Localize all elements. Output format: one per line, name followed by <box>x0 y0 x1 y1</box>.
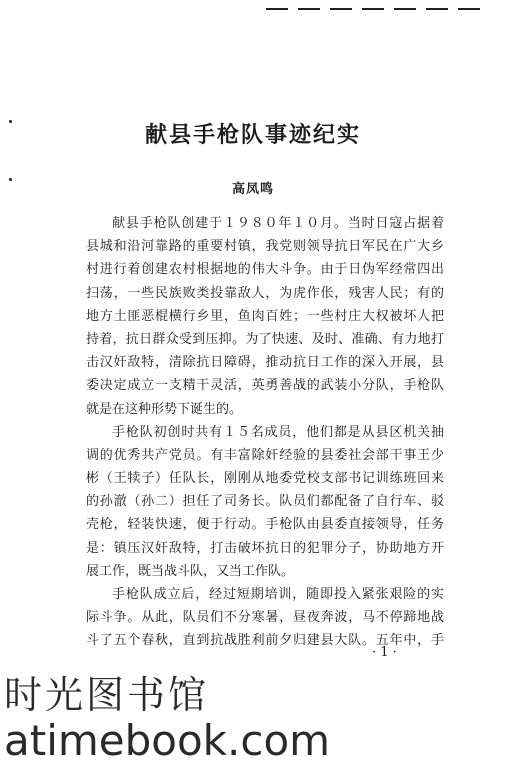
body-line: 手枪队成立后，经过短期培训，随即投入紧张艰险的实 <box>112 587 444 602</box>
body-line: 壳枪，轻装快速，便于行动。手枪队由县委直接领导，任务 <box>86 517 444 533</box>
watermark-name: 时光图书馆 <box>4 673 210 717</box>
header-rule <box>458 8 480 10</box>
body-line: 地方土匪恶棍横行乡里，鱼肉百姓；一些村庄大权被坏人把 <box>86 308 444 324</box>
body-line: 县城和沿河靠路的重要村镇，我党则领导抗日军民在广大乡 <box>86 239 444 255</box>
body-line: 调的优秀共产党员。有丰富除奸经验的县委社会部干事王少 <box>86 447 444 463</box>
article-title: 献县手枪队事迹纪实 <box>144 122 361 148</box>
body-line: 委决定成立一支精干灵活，英勇善战的武装小分队，手枪队 <box>86 378 444 394</box>
body-line: 就是在这种形势下诞生的。 <box>86 401 243 417</box>
body-line: 扫荡，一些民族败类投靠敌人，为虎作伥，残害人民；有的 <box>86 285 444 301</box>
header-rule <box>362 8 384 10</box>
header-rule <box>266 8 288 10</box>
header-rule <box>298 8 320 10</box>
header-rule <box>426 8 448 10</box>
watermark-url: atimebook.com <box>4 716 331 765</box>
page-number: · 1 · <box>372 645 397 660</box>
body-line: 持着，抗日群众受到压抑。为了快速、及时、准确、有力地打 <box>86 331 444 347</box>
body-line: 手枪队初创时共有１５名成员，他们都是从县区机关抽 <box>112 424 444 440</box>
body-line: 展工作，既当战斗队，又当工作队。 <box>86 563 295 579</box>
body-line: 是：镇压汉奸敌特，打击破坏抗日的犯罪分子，协助地方开 <box>86 540 444 556</box>
header-rule <box>330 8 352 10</box>
body-line: 的孙澈（孙二）担任了司务长。队员们都配备了自行车、驳 <box>86 494 444 510</box>
article-body <box>86 212 444 653</box>
body-line: 村进行着创建农村根据地的伟大斗争。由于日伪军经常四出 <box>86 262 444 278</box>
body-line: 彬（王犊子）任队长，刚刚从地委党校支部书记训练班回来 <box>86 471 444 487</box>
body-line: 际斗争。从此，队员们不分寒暑，昼夜奔波，马不停蹄地战 <box>86 610 444 626</box>
body-line: 献县手枪队创建于１９８０年１０月。当时日寇占据着 <box>112 216 444 231</box>
body-line: 击汉奸敌特，清除抗日障碍，推动抗日工作的深入开展，县 <box>86 355 444 371</box>
body-line: 斗了五个春秋，直到抗战胜利前夕归建县大队。五年中，手 <box>86 633 444 649</box>
watermark <box>0 664 506 768</box>
header-rule <box>394 8 416 10</box>
article-author: 高凤鸣 <box>231 182 274 197</box>
